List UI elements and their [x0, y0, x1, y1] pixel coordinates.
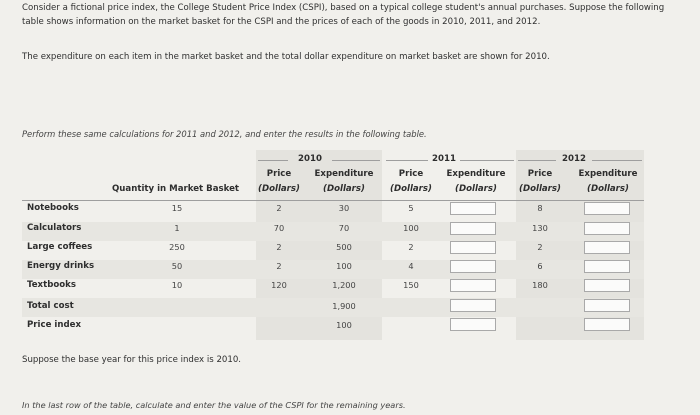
price-2010-cell: 120	[271, 280, 287, 290]
row-label: Notebooks	[27, 203, 79, 213]
price-2012-cell: 130	[532, 223, 548, 233]
price-2011-units: (Dollars)	[390, 184, 432, 194]
expenditure-2010-cell: 30	[338, 203, 350, 213]
base-year-note: Suppose the base year for this price index is 2010.	[22, 355, 242, 365]
quantity-cell: 1	[174, 223, 180, 233]
expenditure-2010-units: (Dollars)	[323, 184, 365, 194]
price-2011-header: Price	[398, 169, 424, 179]
price-2010-cell: 2	[276, 203, 282, 213]
last-row-instruction: In the last row of the table, calculate and enter the value of the CSPI for the remaining years.	[22, 400, 406, 410]
expenditure-2010-cell: 1,200	[332, 280, 356, 290]
price-2010-header: Price	[266, 169, 292, 179]
quantity-cell: 15	[171, 203, 183, 213]
expenditure-2011-units: (Dollars)	[455, 184, 497, 194]
price-2012-cell: 2	[537, 242, 543, 252]
expenditure-2012-units: (Dollars)	[587, 184, 629, 194]
expenditure-2011-input[interactable]	[450, 279, 496, 292]
row-label: Large coffees	[27, 242, 93, 252]
expenditure-2011-input[interactable]	[450, 202, 496, 215]
row-label: Energy drinks	[27, 261, 95, 271]
expenditure-2011-input[interactable]	[450, 260, 496, 273]
expenditure-note: The expenditure on each item in the market basket and the total dollar expenditure on market basket are shown for 2010.	[22, 52, 550, 62]
total-cost-2010-cell: 1,900	[332, 301, 356, 311]
quantity-cell: 250	[169, 242, 185, 252]
row-band-calculators	[22, 222, 644, 241]
year-2010-rule-left	[258, 160, 288, 161]
expenditure-2012-input[interactable]	[584, 241, 630, 254]
price-2011-cell: 4	[408, 261, 414, 271]
expenditure-2012-input[interactable]	[584, 222, 630, 235]
expenditure-2012-header: Expenditure	[578, 169, 638, 179]
cspi-table	[22, 150, 644, 340]
total-cost-2011-input[interactable]	[450, 299, 496, 312]
price-2010-cell: 2	[276, 261, 282, 271]
price-2012-cell: 180	[532, 280, 548, 290]
row-label: Total cost	[27, 301, 74, 311]
row-band-energy-drinks	[22, 260, 644, 279]
year-2010-rule-right	[332, 160, 380, 161]
header-divider	[22, 200, 644, 201]
expenditure-2010-cell: 100	[336, 261, 352, 271]
year-2011-rule-left	[386, 160, 428, 161]
year-2012-rule-left	[518, 160, 556, 161]
price-index-2010-cell: 100	[336, 320, 352, 330]
price-2010-cell: 70	[273, 223, 285, 233]
price-2011-cell: 2	[408, 242, 414, 252]
quantity-cell: 50	[171, 261, 183, 271]
row-label: Calculators	[27, 223, 82, 233]
row-label: Textbooks	[27, 280, 76, 290]
year-2012-header: 2012	[562, 154, 586, 164]
price-2012-units: (Dollars)	[519, 184, 561, 194]
year-2012-rule-right	[592, 160, 642, 161]
total-cost-2012-input[interactable]	[584, 299, 630, 312]
quantity-cell: 10	[171, 280, 183, 290]
year-2011-header: 2011	[432, 154, 456, 164]
expenditure-2012-input[interactable]	[584, 260, 630, 273]
price-2012-header: Price	[527, 169, 553, 179]
price-2011-cell: 100	[403, 223, 419, 233]
year-2010-header: 2010	[298, 154, 322, 164]
expenditure-2010-cell: 500	[336, 242, 352, 252]
price-2012-cell: 6	[537, 261, 543, 271]
intro-paragraph: Consider a fictional price index, the College Student Price Index (CSPI), based on a typical college student's annual purchases. Suppose the following table shows information on the market basket for the CSPI and the prices of each of the goods in 2010, 2011, and 2012.	[22, 3, 665, 27]
expenditure-2012-input[interactable]	[584, 279, 630, 292]
quantity-header: Quantity in Market Basket	[112, 184, 240, 194]
price-2010-cell: 2	[276, 242, 282, 252]
expenditure-2012-input[interactable]	[584, 202, 630, 215]
price-2011-cell: 150	[403, 280, 419, 290]
price-2011-cell: 5	[408, 203, 414, 213]
expenditure-2011-input[interactable]	[450, 222, 496, 235]
year-2011-rule-right	[460, 160, 514, 161]
price-index-2012-input[interactable]	[584, 318, 630, 331]
expenditure-2011-input[interactable]	[450, 241, 496, 254]
price-index-2011-input[interactable]	[450, 318, 496, 331]
expenditure-2011-header: Expenditure	[446, 169, 506, 179]
expenditure-2010-header: Expenditure	[314, 169, 374, 179]
instruction-text: Perform these same calculations for 2011 and 2012, and enter the results in the following table.	[22, 129, 427, 139]
price-2010-units: (Dollars)	[258, 184, 300, 194]
expenditure-2010-cell: 70	[338, 223, 350, 233]
price-2012-cell: 8	[537, 203, 543, 213]
row-label: Price index	[27, 320, 81, 330]
